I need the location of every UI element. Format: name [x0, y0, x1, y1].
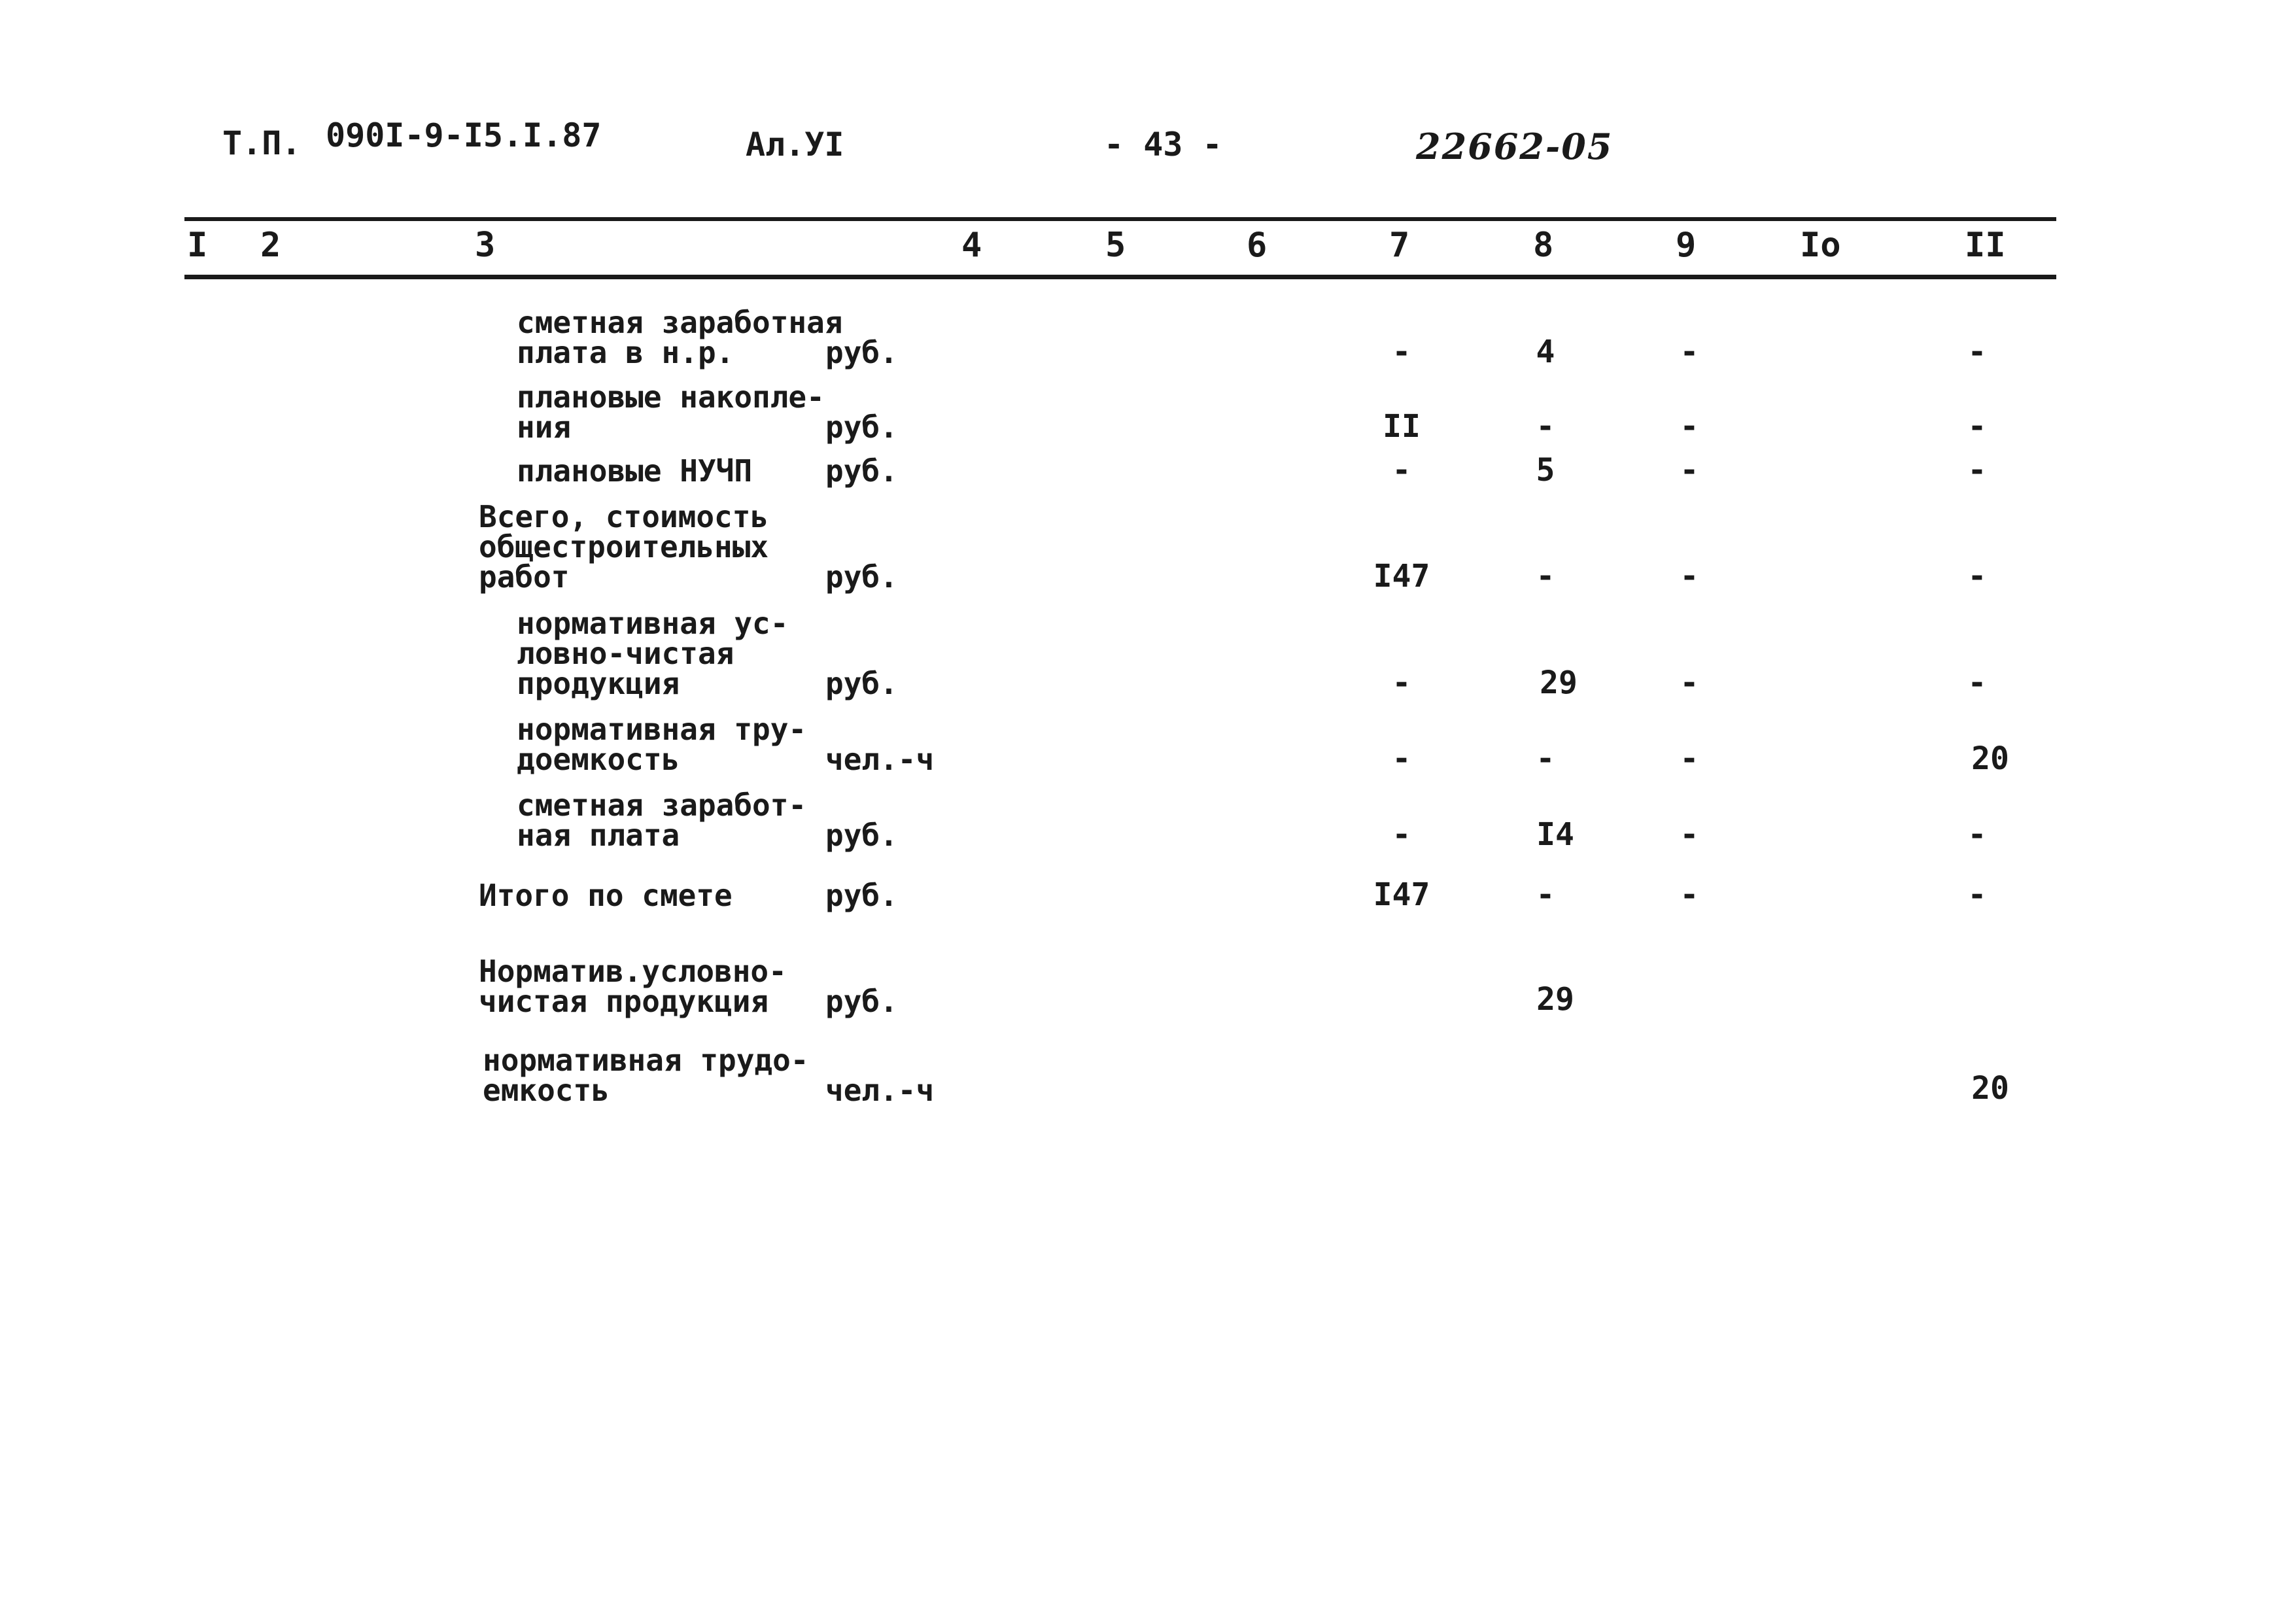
cell-c9: - [1680, 334, 1699, 370]
row-unit: руб. [825, 335, 898, 370]
col-3-header: 3 [475, 226, 496, 265]
cell-c11: 20 [1971, 1070, 2009, 1107]
col-7-header: 7 [1389, 226, 1410, 265]
row-desc: Всего, стоимость общестроительных работ [479, 499, 769, 595]
project-number: 090I-9-I5.I.87 [326, 116, 602, 154]
col-10-header: Io [1800, 226, 1841, 265]
cell-c11: - [1967, 334, 1987, 370]
cell-c9: - [1680, 876, 1699, 913]
cell-c7: - [1392, 452, 1411, 489]
cell-c7: - [1392, 816, 1411, 853]
row-desc: нормативная трудо- емкость [483, 1043, 809, 1108]
col-4-header: 4 [961, 226, 982, 265]
cell-c11: - [1967, 452, 1987, 489]
cell-c7: - [1392, 665, 1411, 701]
row-desc: сметная заработная плата в н.р. [517, 305, 843, 370]
cell-c11: - [1967, 876, 1987, 913]
row-desc: сметная заработ- ная плата [517, 787, 807, 853]
page-number: - 43 - [1104, 126, 1222, 164]
row-unit: руб. [825, 984, 898, 1019]
col-5-header: 5 [1105, 226, 1126, 265]
row-unit: руб. [825, 878, 898, 913]
header-bottom-rule [184, 275, 2056, 279]
cell-c9: - [1680, 558, 1699, 595]
cell-c8: - [1536, 558, 1555, 595]
row-desc: нормативная тру- доемкость [517, 712, 807, 777]
inventory-code: 22662-05 [1416, 126, 1613, 167]
cell-c7: I47 [1373, 558, 1430, 595]
cell-c11: - [1967, 558, 1987, 595]
cell-c9: - [1680, 816, 1699, 853]
cell-c9: - [1680, 408, 1699, 445]
cell-c8: - [1536, 408, 1555, 445]
row-desc: нормативная ус- ловно-чистая продукция [517, 606, 789, 701]
row-desc: Норматив.условно- чистая продукция [479, 954, 787, 1019]
cell-c9: - [1680, 665, 1699, 701]
cell-c8: 29 [1540, 665, 1578, 701]
cell-c7: II [1383, 408, 1421, 445]
row-unit: руб. [825, 559, 898, 595]
top-rule [184, 217, 2056, 221]
col-9-header: 9 [1676, 226, 1697, 265]
cell-c11: - [1967, 665, 1987, 701]
row-unit: чел.-ч [825, 1073, 935, 1108]
cell-c7: - [1392, 334, 1411, 370]
cell-c11: - [1967, 816, 1987, 853]
cell-c11: - [1967, 408, 1987, 445]
col-11-header: II [1965, 226, 2006, 265]
album-number: Ал.УI [746, 126, 844, 164]
cell-c8: - [1536, 876, 1555, 913]
col-2-header: 2 [260, 226, 281, 265]
cell-c7: - [1392, 740, 1411, 777]
col-6-header: 6 [1247, 226, 1268, 265]
cell-c8: - [1536, 740, 1555, 777]
row-desc: плановые накопле- ния [517, 379, 825, 445]
row-desc: Итого по смете [479, 878, 733, 913]
cell-c7: I47 [1373, 876, 1430, 913]
row-unit: руб. [825, 666, 898, 701]
row-unit: руб. [825, 453, 898, 489]
row-desc: плановые НУЧП [517, 453, 753, 489]
doc-type: Т.П. [222, 124, 302, 162]
cell-c11: 20 [1971, 740, 2009, 777]
col-8-header: 8 [1533, 226, 1554, 265]
cell-c9: - [1680, 740, 1699, 777]
cell-c8: 4 [1536, 334, 1555, 370]
col-1-header: I [187, 226, 208, 265]
row-unit: руб. [825, 409, 898, 445]
cell-c8: 5 [1536, 452, 1555, 489]
cell-c8: I4 [1536, 816, 1574, 853]
cell-c8: 29 [1536, 981, 1574, 1018]
cell-c9: - [1680, 452, 1699, 489]
row-unit: руб. [825, 818, 898, 853]
row-unit: чел.-ч [825, 742, 935, 777]
